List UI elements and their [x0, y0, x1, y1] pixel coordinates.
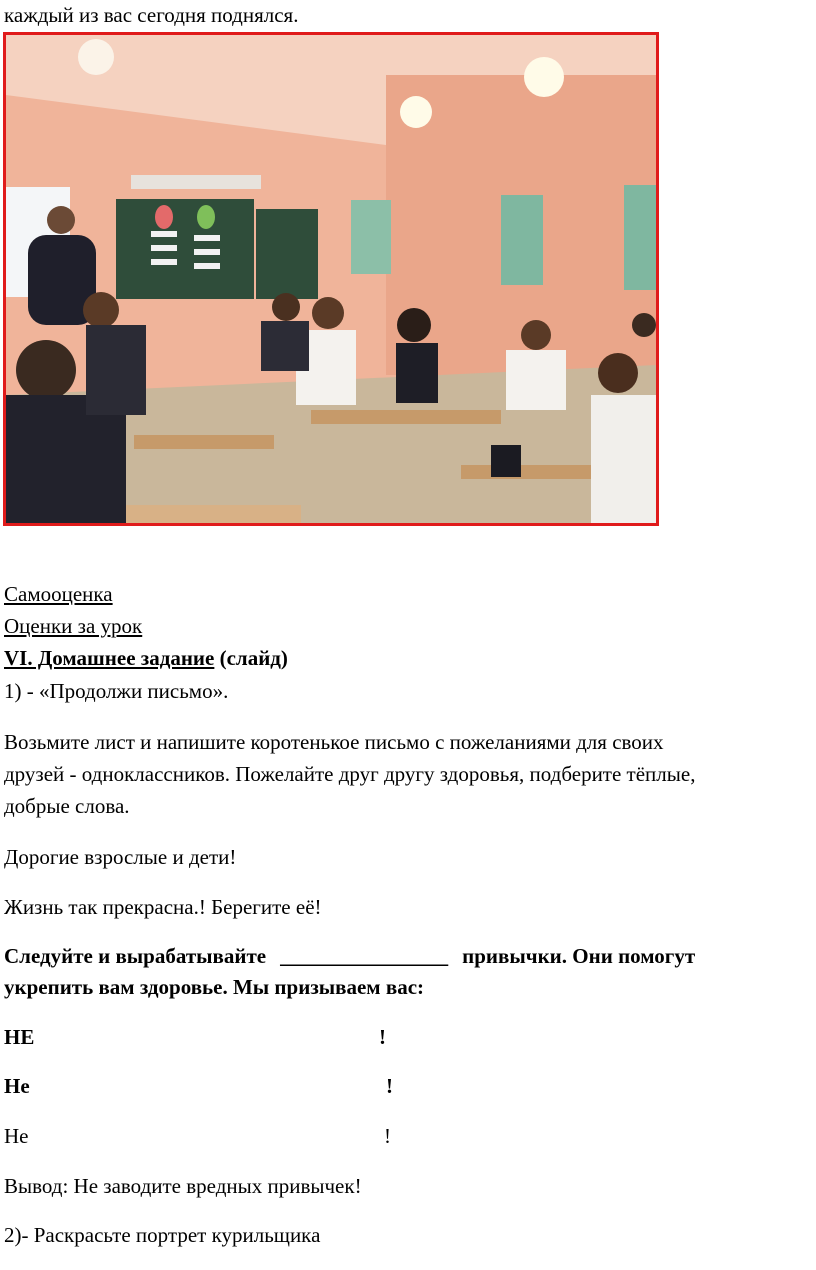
instruction-line-1: Возьмите лист и напишите коротенькое письмо с пожеланиями для своих: [4, 730, 664, 754]
instruction-line-3: добрые слова.: [4, 794, 130, 818]
follow-line-1: [4, 943, 695, 969]
self-assessment-link[interactable]: Самооценка: [4, 582, 113, 606]
homework-heading-suffix: (слайд): [214, 646, 288, 670]
call-3-word: Не: [4, 1124, 29, 1148]
follow-part-2: привычки. Они помогут: [462, 944, 696, 968]
fill-in-blank: ________________: [280, 944, 449, 968]
call-2-word: Не: [4, 1074, 30, 1098]
task-2: 2)- Раскрасьте портрет курильщика: [4, 1223, 321, 1247]
instruction-line-2: друзей - одноклассников. Пожелайте друг другу здоровья, подберите тёплые,: [4, 762, 696, 786]
call-2-mark: !: [386, 1074, 393, 1098]
follow-line-2: укрепить вам здоровье. Мы призываем вас:: [4, 975, 425, 999]
greeting: Дорогие взрослые и дети!: [4, 845, 237, 869]
homework-heading-title: VI. Домашнее задание: [4, 646, 215, 670]
call-1-word: НЕ: [4, 1025, 35, 1049]
classroom-photo-icon: [6, 35, 656, 523]
call-3-mark: !: [384, 1124, 391, 1148]
call-1-mark: !: [379, 1025, 386, 1049]
homework-heading: [4, 645, 288, 671]
life-line: Жизнь так прекрасна.! Берегите её!: [4, 895, 322, 919]
follow-part-1: Следуйте и вырабатывайте: [4, 944, 267, 968]
classroom-photo: [3, 32, 659, 526]
top-line: каждый из вас сегодня поднялся.: [4, 3, 299, 27]
task-1: 1) - «Продолжи письмо».: [4, 679, 229, 703]
grades-link[interactable]: Оценки за урок: [4, 614, 143, 638]
conclusion: Вывод: Не заводите вредных привычек!: [4, 1174, 362, 1198]
